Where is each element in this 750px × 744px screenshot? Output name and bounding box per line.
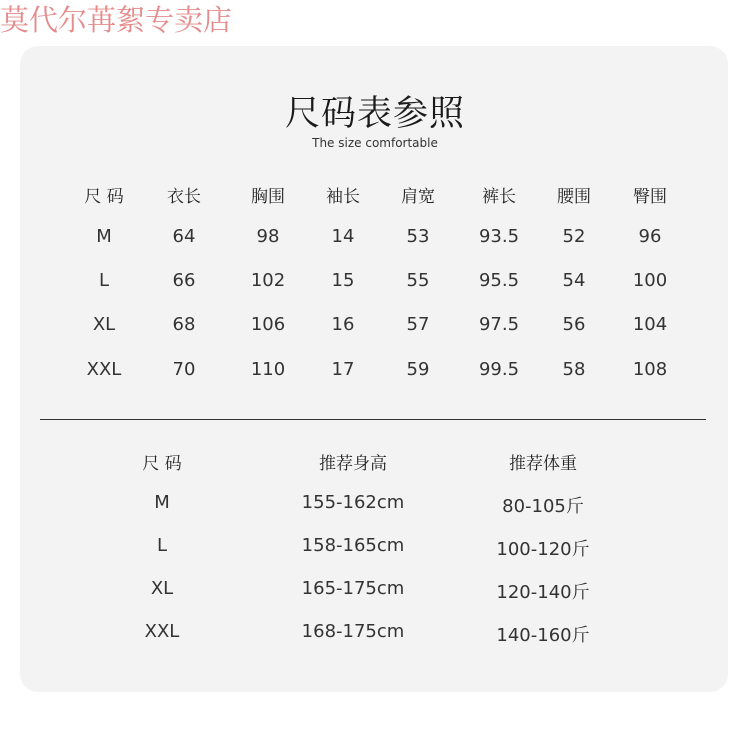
size-table-cell: 95.5 xyxy=(478,270,520,291)
size-table-cell: 70 xyxy=(172,359,196,380)
size-table-cell: 16 xyxy=(331,314,355,335)
size-table-header-cell: 臀围 xyxy=(633,187,667,207)
size-table-cell: 54 xyxy=(562,270,586,291)
size-table-cell: 53 xyxy=(406,226,430,247)
size-table-header-cell: 胸围 xyxy=(251,187,285,207)
recommend-table-cell: 120-140斤 xyxy=(496,582,590,603)
size-table-cell: 68 xyxy=(172,314,196,335)
size-table-cell: 104 xyxy=(632,314,668,335)
size-table-cell: 57 xyxy=(406,314,430,335)
size-table-header-cell: 衣长 xyxy=(167,187,201,207)
size-table-header-cell: 腰围 xyxy=(557,187,591,207)
size-table-cell: 52 xyxy=(562,226,586,247)
size-table-cell: 100 xyxy=(632,270,668,291)
recommend-table-header-cell: 推荐体重 xyxy=(509,454,577,474)
recommend-table-cell: 158-165cm xyxy=(301,535,405,556)
size-table-cell: L xyxy=(98,270,110,291)
size-table-cell: 98 xyxy=(256,226,280,247)
size-table-cell: 110 xyxy=(250,359,286,380)
size-table-cell: 59 xyxy=(406,359,430,380)
recommend-table-cell: 100-120斤 xyxy=(496,539,590,560)
recommend-table-cell: 80-105斤 xyxy=(502,496,584,517)
size-table-cell: 93.5 xyxy=(478,226,520,247)
size-table-cell: 66 xyxy=(172,270,196,291)
size-table-cell: 96 xyxy=(638,226,662,247)
size-table-header-cell: 尺 码 xyxy=(84,187,124,207)
recommend-table-cell: 155-162cm xyxy=(301,492,405,513)
section-divider xyxy=(40,419,706,420)
size-table-cell: 108 xyxy=(632,359,668,380)
size-table-header-cell: 肩宽 xyxy=(401,187,435,207)
recommend-table-header-cell: 尺 码 xyxy=(142,454,182,474)
chart-subtitle: The size comfortable xyxy=(312,136,438,150)
size-table-cell: 58 xyxy=(562,359,586,380)
size-table-header-cell: 裤长 xyxy=(482,187,516,207)
size-table-cell: 97.5 xyxy=(478,314,520,335)
size-table-cell: XXL xyxy=(86,359,122,380)
size-table-cell: 55 xyxy=(406,270,430,291)
recommend-table-cell: XXL xyxy=(144,621,180,642)
recommend-table-cell: XL xyxy=(150,578,174,599)
size-table-cell: 56 xyxy=(562,314,586,335)
recommend-table-cell: 168-175cm xyxy=(301,621,405,642)
size-table-cell: M xyxy=(96,226,112,247)
size-table-header-cell: 袖长 xyxy=(326,187,360,207)
size-table-cell: XL xyxy=(92,314,116,335)
size-table-cell: 99.5 xyxy=(478,359,520,380)
size-table-cell: 15 xyxy=(331,270,355,291)
recommend-table-header-cell: 推荐身高 xyxy=(319,454,387,474)
recommend-table-cell: 140-160斤 xyxy=(496,625,590,646)
size-table-cell: 102 xyxy=(250,270,286,291)
size-table-cell: 17 xyxy=(331,359,355,380)
size-table-cell: 106 xyxy=(250,314,286,335)
recommend-table-cell: 165-175cm xyxy=(301,578,405,599)
chart-title: 尺码表参照 xyxy=(284,94,465,134)
size-table-cell: 14 xyxy=(331,226,355,247)
store-watermark: 莫代尔苒絮专卖店 xyxy=(0,3,233,37)
recommend-table-cell: L xyxy=(156,535,168,556)
recommend-table-cell: M xyxy=(154,492,170,513)
size-table-cell: 64 xyxy=(172,226,196,247)
